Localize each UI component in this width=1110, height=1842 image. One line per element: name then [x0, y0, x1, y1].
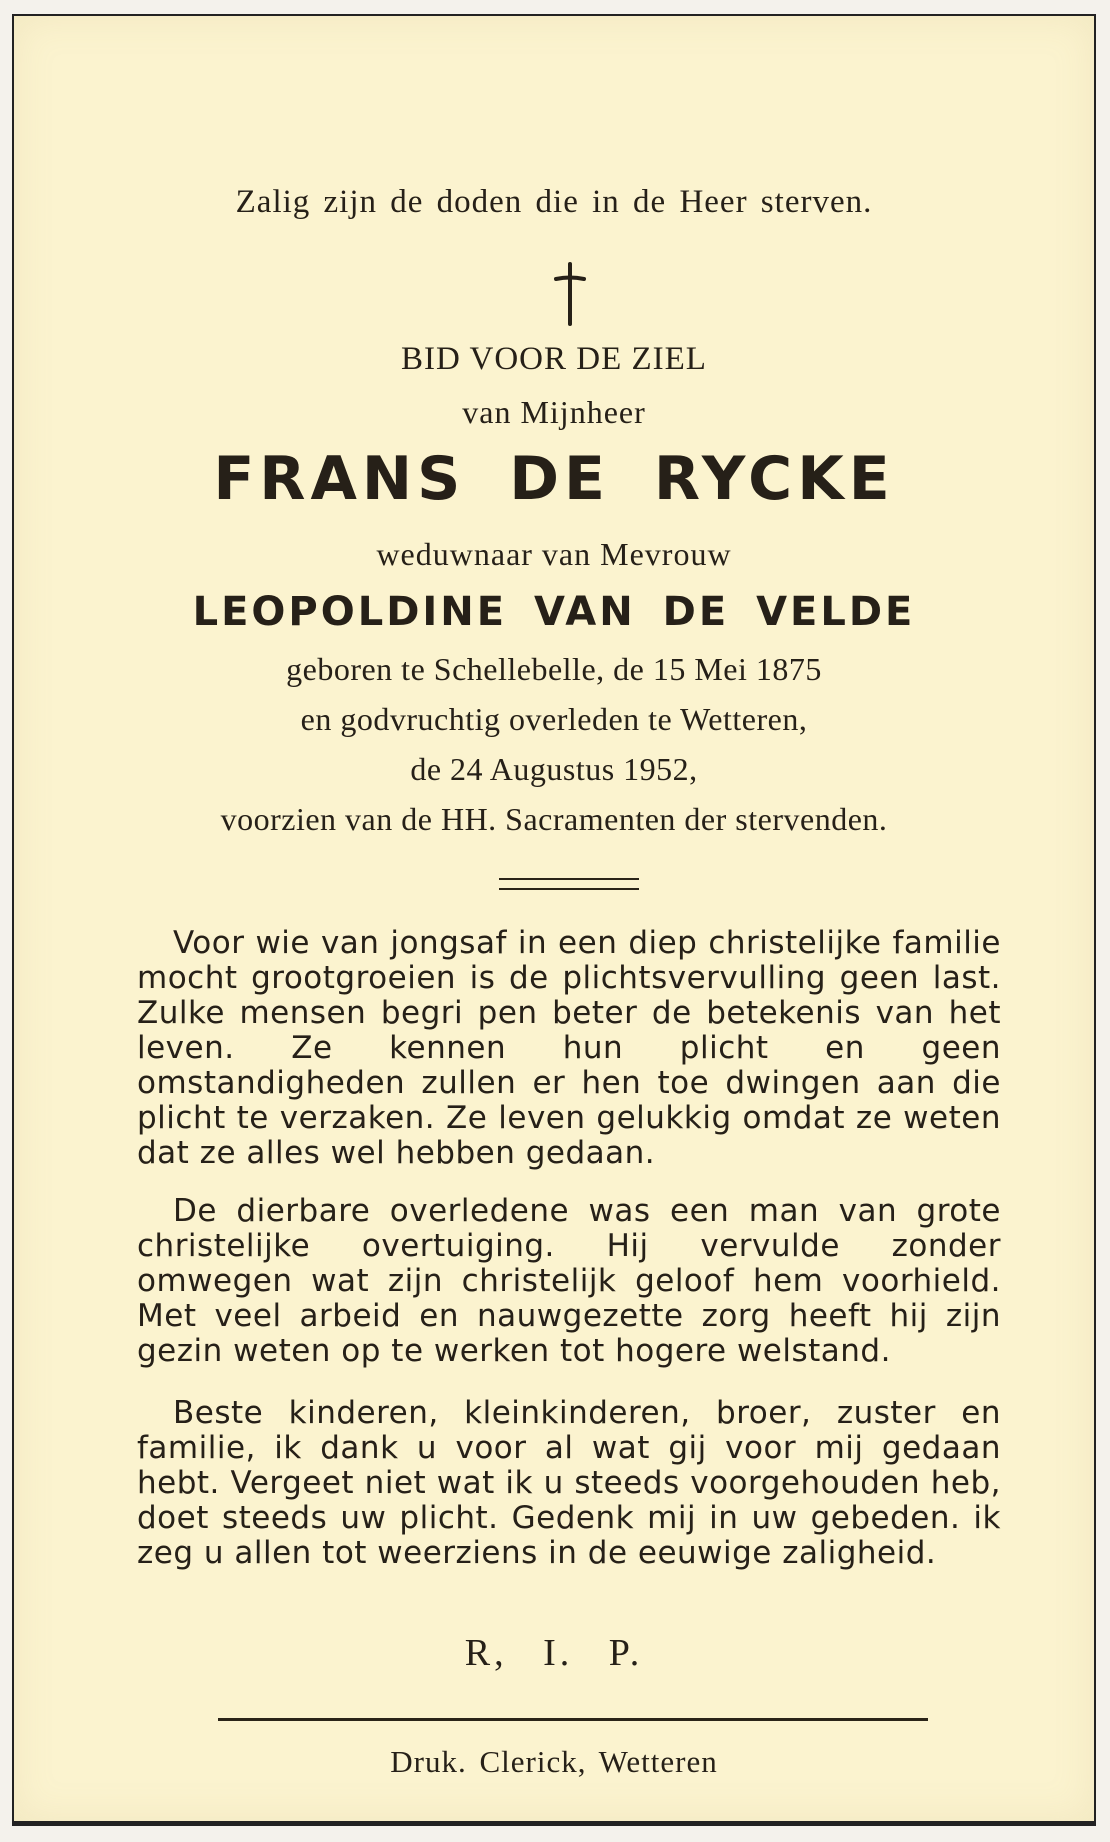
rip-text: R, I. P.: [464, 1632, 644, 1674]
death-place-line: en godvruchtig overleden te Wetteren,: [300, 701, 808, 737]
paragraph-1: [137, 926, 1001, 1171]
sacraments-line: voorzien van de HH. Sacramenten der stervenden.: [220, 801, 888, 837]
birth-line: geboren te Schellebelle, de 15 Mei 1875: [286, 651, 822, 687]
paragraph-text: Beste kinderen, kleinkinderen, broer, zuster en familie, ik dank u voor al wat gij voor mij gedaan hebt. Vergeet niet wat ik u steeds voorgehouden heb, doet steeds uw plicht. Gedenk mij in uw gebeden. ik zeg u allen tot weerziens in de eeuwige zaligheid.: [137, 1395, 1001, 1571]
title-line: van Mijnheer: [462, 394, 646, 430]
motto: Zalig zijn de doden die in de Heer sterven.: [235, 184, 873, 220]
divider-top: [499, 878, 639, 880]
paragraph-3: [137, 1396, 1001, 1571]
spouse-name: LEOPOLDINE VAN DE VELDE: [192, 589, 916, 635]
latin-cross-icon: [552, 262, 588, 326]
prayer-heading: BID VOOR DE ZIEL: [401, 341, 707, 377]
widower-line: weduwnaar van Mevrouw: [376, 536, 732, 572]
memorial-card: [12, 14, 1096, 1826]
paragraph-text: Voor wie van jongsaf in een diep christelijke familie mocht grootgroeien is de plichtsvervulling geen last. Zulke mensen begri pen beter de betekenis van het leven. Ze kennen hun plicht en geen omstandigheden zullen er hen toe dwingen aan die plicht te verzaken. Ze leven gelukkig omdat ze weten dat ze alles wel hebben gedaan.: [137, 925, 1001, 1171]
paragraph-2: [137, 1194, 1001, 1369]
printer-credit: Druk. Clerick, Wetteren: [390, 1744, 718, 1779]
paragraph-text: De dierbare overledene was een man van grote christelijke overtuiging. Hij vervulde zonder omwegen wat zijn christelijk geloof hem voorhield. Met veel arbeid en nauwgezette zorg heeft hij zijn gezin weten op te werken tot hogere welstand.: [137, 1193, 1001, 1369]
deceased-name: FRANS DE RYCKE: [213, 444, 895, 514]
footer-rule: [218, 1718, 928, 1721]
death-date-line: de 24 Augustus 1952,: [410, 751, 698, 787]
divider-bottom: [499, 888, 639, 890]
